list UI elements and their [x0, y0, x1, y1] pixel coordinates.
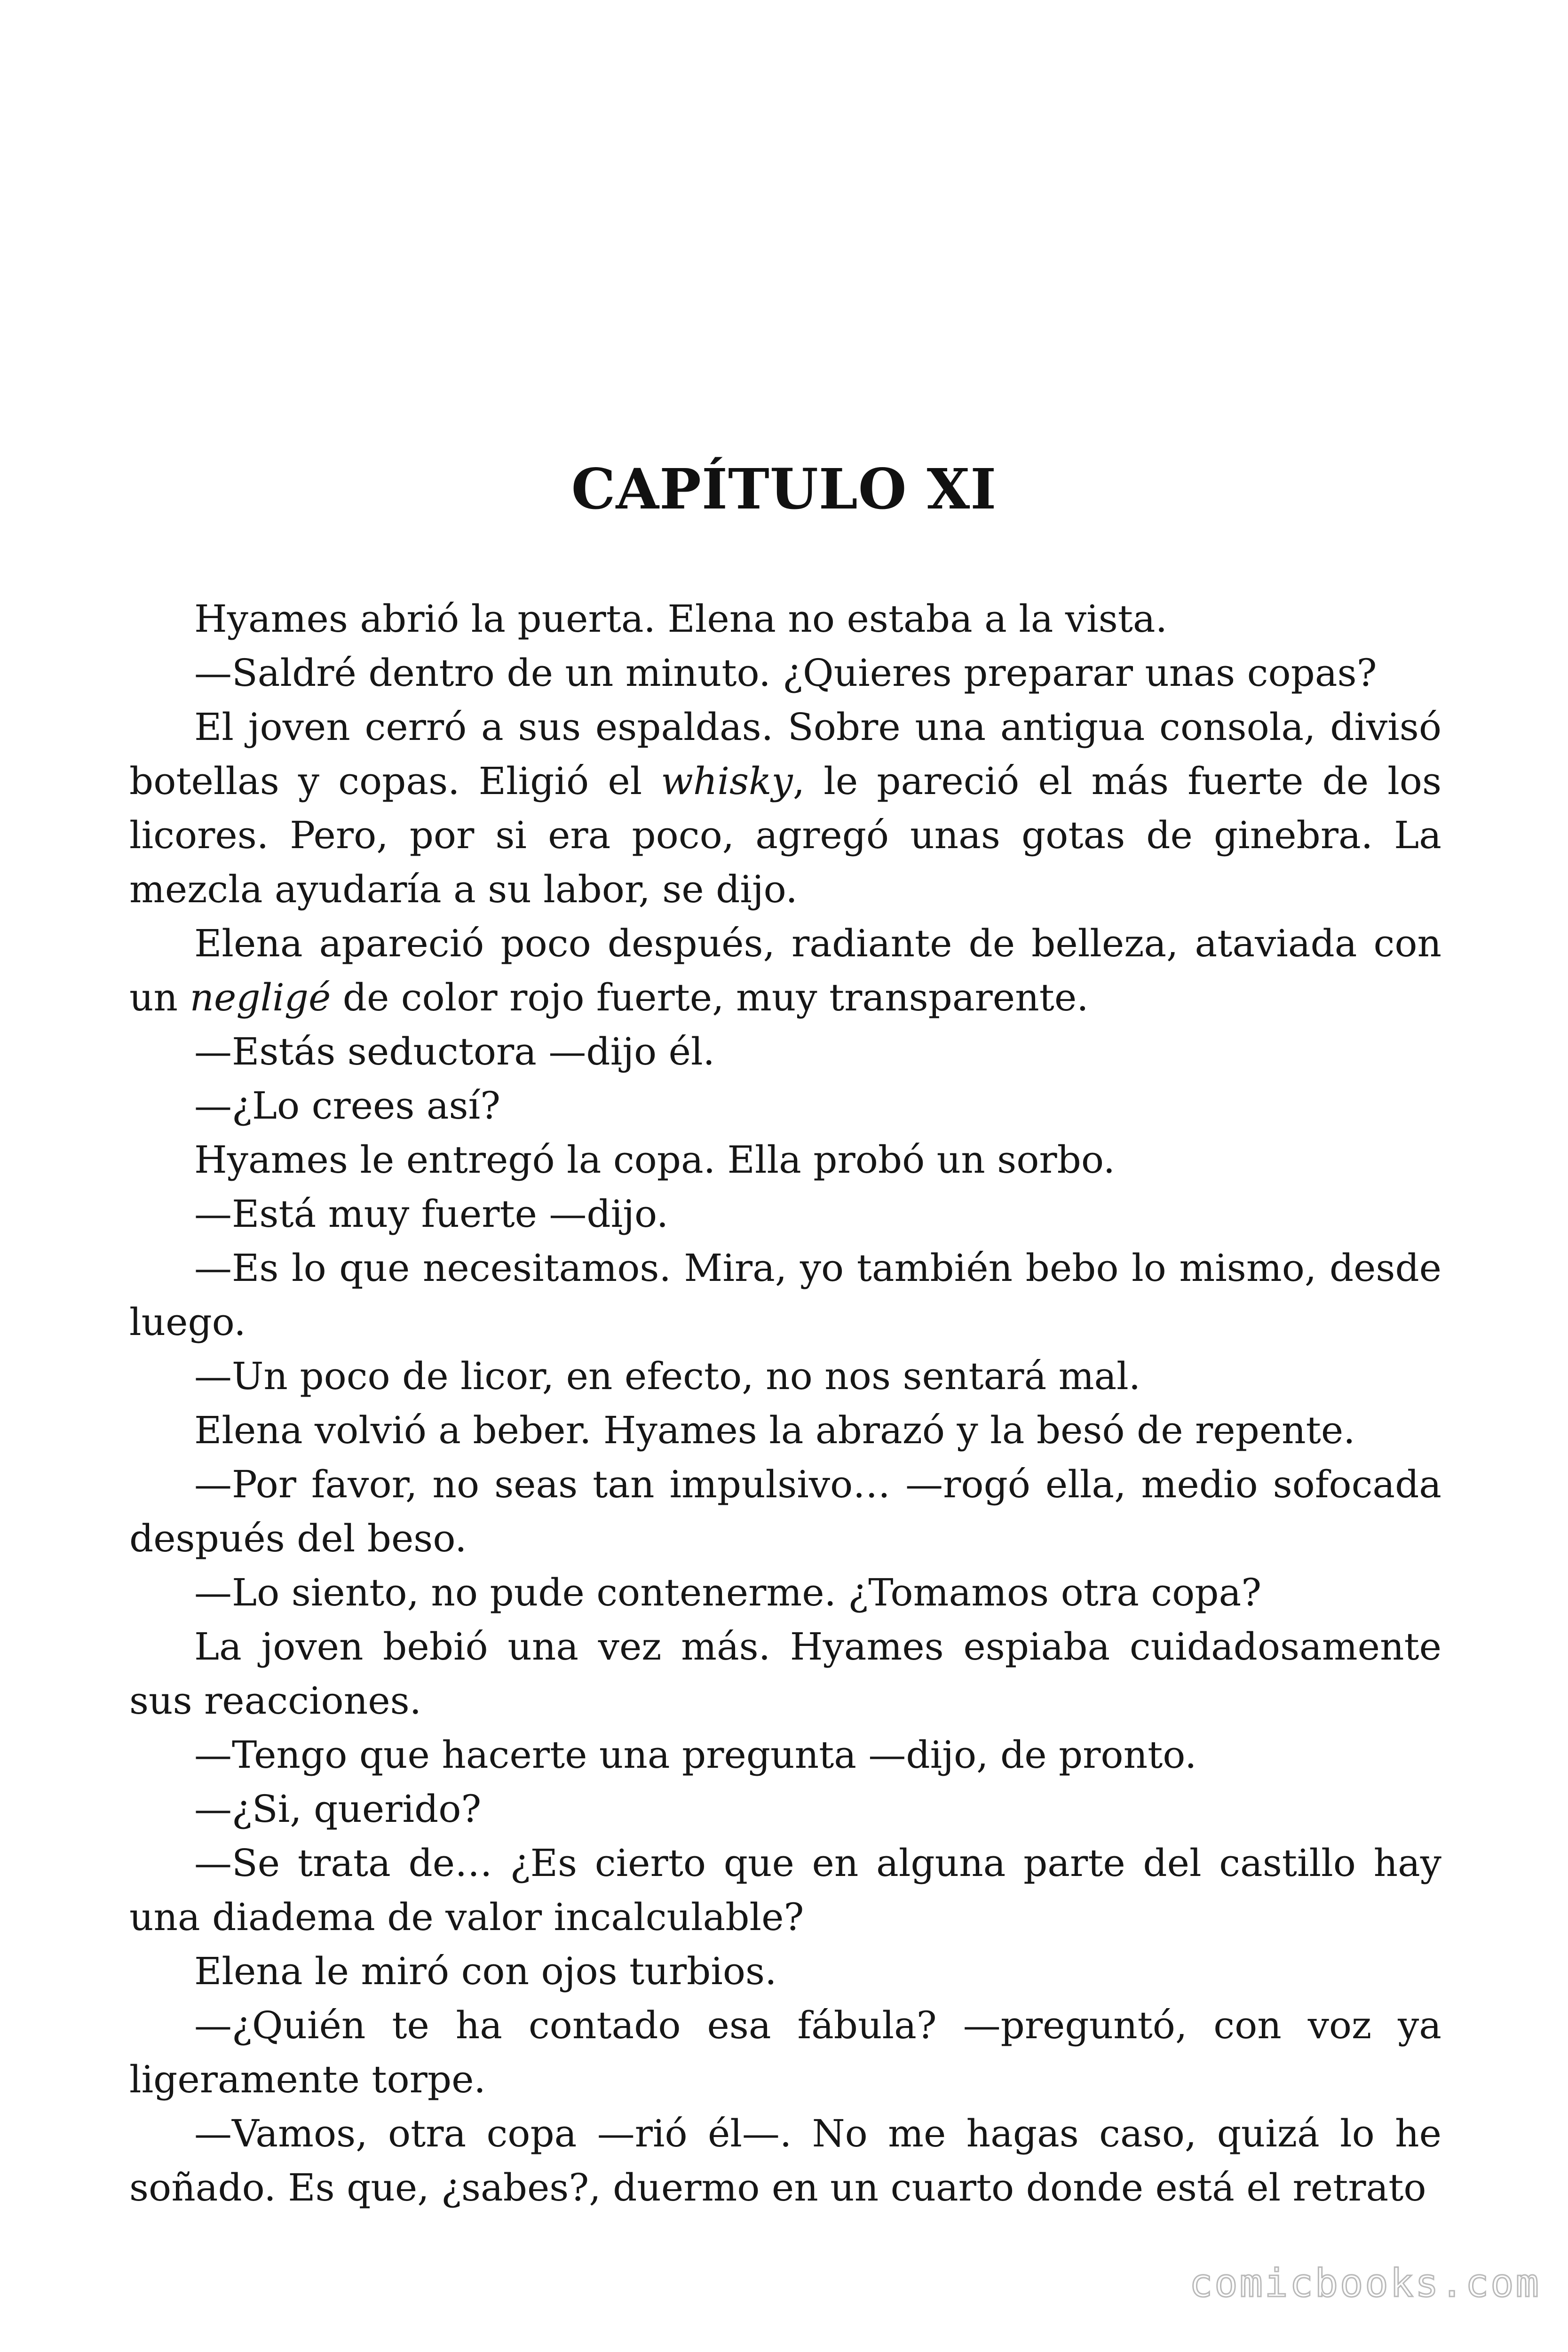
paragraph	[129, 1349, 1441, 1403]
italic-term: whisky	[661, 759, 793, 803]
text-run: Elena apareció poco después, radiante de belleza, ataviada con un	[129, 922, 1441, 1019]
paragraph	[129, 700, 1441, 916]
paragraph	[129, 1403, 1441, 1457]
paragraph	[129, 1241, 1441, 1349]
paragraph	[129, 1944, 1441, 1998]
chapter-body	[129, 592, 1441, 2215]
text-run: Hyames abrió la puerta. Elena no estaba a la vista.	[194, 597, 1168, 641]
paragraph	[129, 1565, 1441, 1620]
paragraph	[129, 1998, 1441, 2106]
paragraph	[129, 1187, 1441, 1241]
paragraph	[129, 916, 1441, 1025]
text-run: Hyames le entregó la copa. Ella probó un sorbo.	[194, 1138, 1116, 1182]
text-run: —Saldré dentro de un minuto. ¿Quieres preparar unas copas?	[194, 651, 1377, 695]
paragraph	[129, 1620, 1441, 1728]
paragraph	[129, 1457, 1441, 1565]
text-run: —Un poco de licor, en efecto, no nos sentará mal.	[194, 1354, 1141, 1398]
text-run: —¿Si, querido?	[194, 1787, 482, 1831]
text-run: Elena volvió a beber. Hyames la abrazó y la besó de repente.	[194, 1408, 1355, 1452]
paragraph	[129, 2106, 1441, 2215]
text-run: —Es lo que necesitamos. Mira, yo también bebo lo mismo, desde luego.	[129, 1246, 1441, 1344]
paragraph	[129, 592, 1441, 646]
text-run: de color rojo fuerte, muy transparente.	[331, 976, 1089, 1019]
text-run: —Lo siento, no pude contenerme. ¿Tomamos otra copa?	[194, 1571, 1262, 1614]
text-run: El joven cerró a sus espaldas. Sobre una antigua consola, divisó botellas y copas. Eligió el	[129, 705, 1441, 803]
text-run: —¿Quién te ha contado esa fábula? —preguntó, con voz ya ligeramente torpe.	[129, 2003, 1441, 2101]
paragraph	[129, 1782, 1441, 1836]
text-run: —¿Lo crees así?	[194, 1084, 501, 1128]
paragraph	[129, 1133, 1441, 1187]
paragraph	[129, 1079, 1441, 1133]
watermark: comicbooks.com	[1189, 2261, 1541, 2306]
text-run: —Tengo que hacerte una pregunta —dijo, de pronto.	[194, 1733, 1197, 1777]
text-run: —Se trata de… ¿Es cierto que en alguna parte del castillo hay una diadema de valor incalculable?	[129, 1841, 1441, 1939]
paragraph	[129, 1836, 1441, 1944]
italic-term: negligé	[190, 976, 331, 1019]
text-run: —Por favor, no seas tan impulsivo… —rogó ella, medio sofocada después del beso.	[129, 1462, 1441, 1560]
paragraph	[129, 1728, 1441, 1782]
paragraph	[129, 1025, 1441, 1079]
text-run: La joven bebió una vez más. Hyames espiaba cuidadosamente sus reacciones.	[129, 1625, 1441, 1723]
text-run: , le pareció el más fuerte de los licores. Pero, por si era poco, agregó unas gotas de ginebra. La mezcla ayudaría a su labor, se dijo.	[129, 759, 1441, 911]
paragraph	[129, 646, 1441, 700]
text-run: Elena le miró con ojos turbios.	[194, 1949, 777, 1993]
text-run: —Vamos, otra copa —rió él—. No me hagas caso, quizá lo he soñado. Es que, ¿sabes?, duermo en un cuarto donde está el retrato	[129, 2112, 1441, 2209]
text-run: —Estás seductora —dijo él.	[194, 1030, 715, 1073]
text-run: —Está muy fuerte —dijo.	[194, 1192, 669, 1236]
chapter-title: CAPÍTULO XI	[571, 456, 997, 522]
